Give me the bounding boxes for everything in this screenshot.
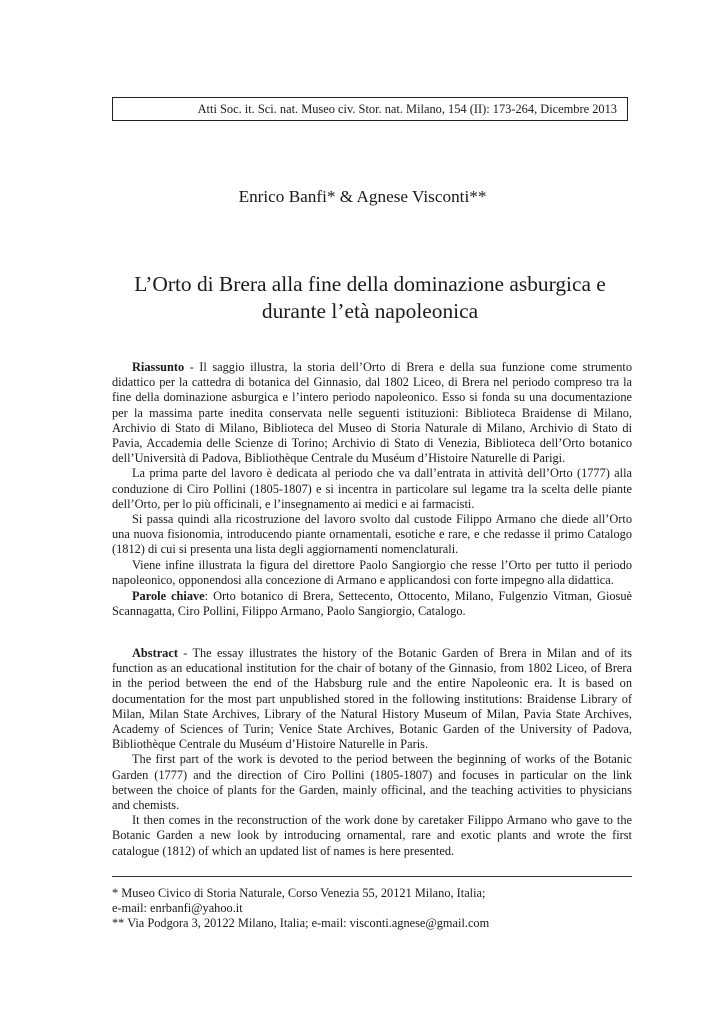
title-line-1: L’Orto di Brera alla fine della dominazione asburgica e <box>134 272 606 296</box>
journal-citation: Atti Soc. it. Sci. nat. Museo civ. Stor. nat. Milano, 154 (II): 173-264, Dicembre 2013 <box>197 102 617 116</box>
riassunto-section <box>112 360 632 588</box>
abstract-label: Abstract <box>132 646 178 660</box>
riassunto-paragraph <box>112 360 632 466</box>
keywords-paragraph <box>112 589 632 619</box>
journal-citation-box <box>112 97 628 121</box>
footnote-divider <box>112 876 632 877</box>
abstract-text: - The essay illustrates the history of the Botanic Garden of Brera in Milan and of its function as an educational institution for the chair of botany of the Ginnasio, from 1802 Liceo, of Brera in the period between the end of the Habsburg rule and the entire Napoleonic era. It is based on documentation for the most part unpublished stored in the following institutions: Braidense Library of Milan, Milan State Archives, Library of the Natural History Museum of Milan, Pavia State Archives, Academy of Sciences of Turin; Venice State Archives, Botanic Garden of the University of Padova, Bibliothèque Centrale du Muséum d’Histoire Naturelle in Paris. <box>112 646 632 752</box>
riassunto-paragraph: La prima parte del lavoro è dedicata al periodo che va dall’entrata in attività dell’Orto (1777) alla conduzione di Ciro Pollini (1805-1807) e si incentra in particolare sul legame tra la scelta delle piante dell’Orto, per lo più officinali, e l’insegnamento ai medici e ai farmacisti. <box>112 466 632 511</box>
abstract-paragraph: It then comes in the reconstruction of the work done by caretaker Filippo Armano who gave to the Botanic Garden a new look by introducing ornamental, rare and exotic plants and wrote the first catalogue (1812) of which an updated list of names is here presented. <box>112 813 632 858</box>
footnote-line: * Museo Civico di Storia Naturale, Corso Venezia 55, 20121 Milano, Italia; <box>112 886 486 900</box>
page-title <box>100 271 640 325</box>
authors: Enrico Banfi* & Agnese Visconti** <box>238 187 487 206</box>
riassunto-label: Riassunto <box>132 360 185 374</box>
footnote-line: ** Via Podgora 3, 20122 Milano, Italia; e-mail: visconti.agnese@gmail.com <box>112 916 490 930</box>
abstract-paragraph: The first part of the work is devoted to the period between the beginning of works of the Botanic Garden (1777) and the direction of Ciro Pollini (1805-1807) and focuses in particular on the link between the choice of plants for the Garden, mainly officinal, and the teaching activities to physicians and chemists. <box>112 752 632 813</box>
riassunto-paragraph: Viene infine illustrata la figura del direttore Paolo Sangiorgio che resse l’Orto per tutto il periodo napoleonico, opponendosi alla concezione di Armano e applicandosi con forte impegno alla didattica. <box>112 557 632 587</box>
keywords-section <box>112 589 632 619</box>
riassunto-paragraph: Si passa quindi alla ricostruzione del lavoro svolto dal custode Filippo Armano che diede all’Orto una nuova fisionomia, introducendo piante ornamentali, esotiche e rare, e che redasse il primo Catalogo (1812) di cui si presenta una lista degli aggiornamenti nomenclaturali. <box>112 512 632 557</box>
keywords-label: Parole chiave <box>132 589 205 603</box>
abstract-paragraph <box>112 646 632 752</box>
footnotes <box>112 886 632 931</box>
footnote-line: e-mail: enrbanfi@yahoo.it <box>112 901 243 915</box>
riassunto-text: - Il saggio illustra, la storia dell’Orto di Brera e della sua funzione come strumento didattico per la cattedra di botanica del Ginnasio, dal 1802 Liceo, di Brera nel periodo compreso tra la fine della dominazione asburgica e l’intero periodo napoleonico. Esso si fonda su una documentazione per la massima parte inedita conservata nelle seguenti istituzioni: Biblioteca Braidense di Milano, Archivio di Stato di Milano, Biblioteca del Museo di Storia Naturale di Milano, Archivio di Stato di Pavia, Accademia delle Scienze di Torino; Archivio di Stato di Venezia, Biblioteca dell’Orto botanico dell’Università di Padova, Bibliothèque Centrale du Muséum d’Histoire Naturelle di Parigi. <box>112 360 632 466</box>
keywords-text: : Orto botanico di Brera, Settecento, Ottocento, Milano, Fulgenzio Vitman, Giosuè Scannagatta, Ciro Pollini, Filippo Armano, Paolo Sangiorgio, Catalogo. <box>112 589 632 619</box>
abstract-section <box>112 646 632 859</box>
title-line-2: durante l’età napoleonica <box>261 299 479 323</box>
